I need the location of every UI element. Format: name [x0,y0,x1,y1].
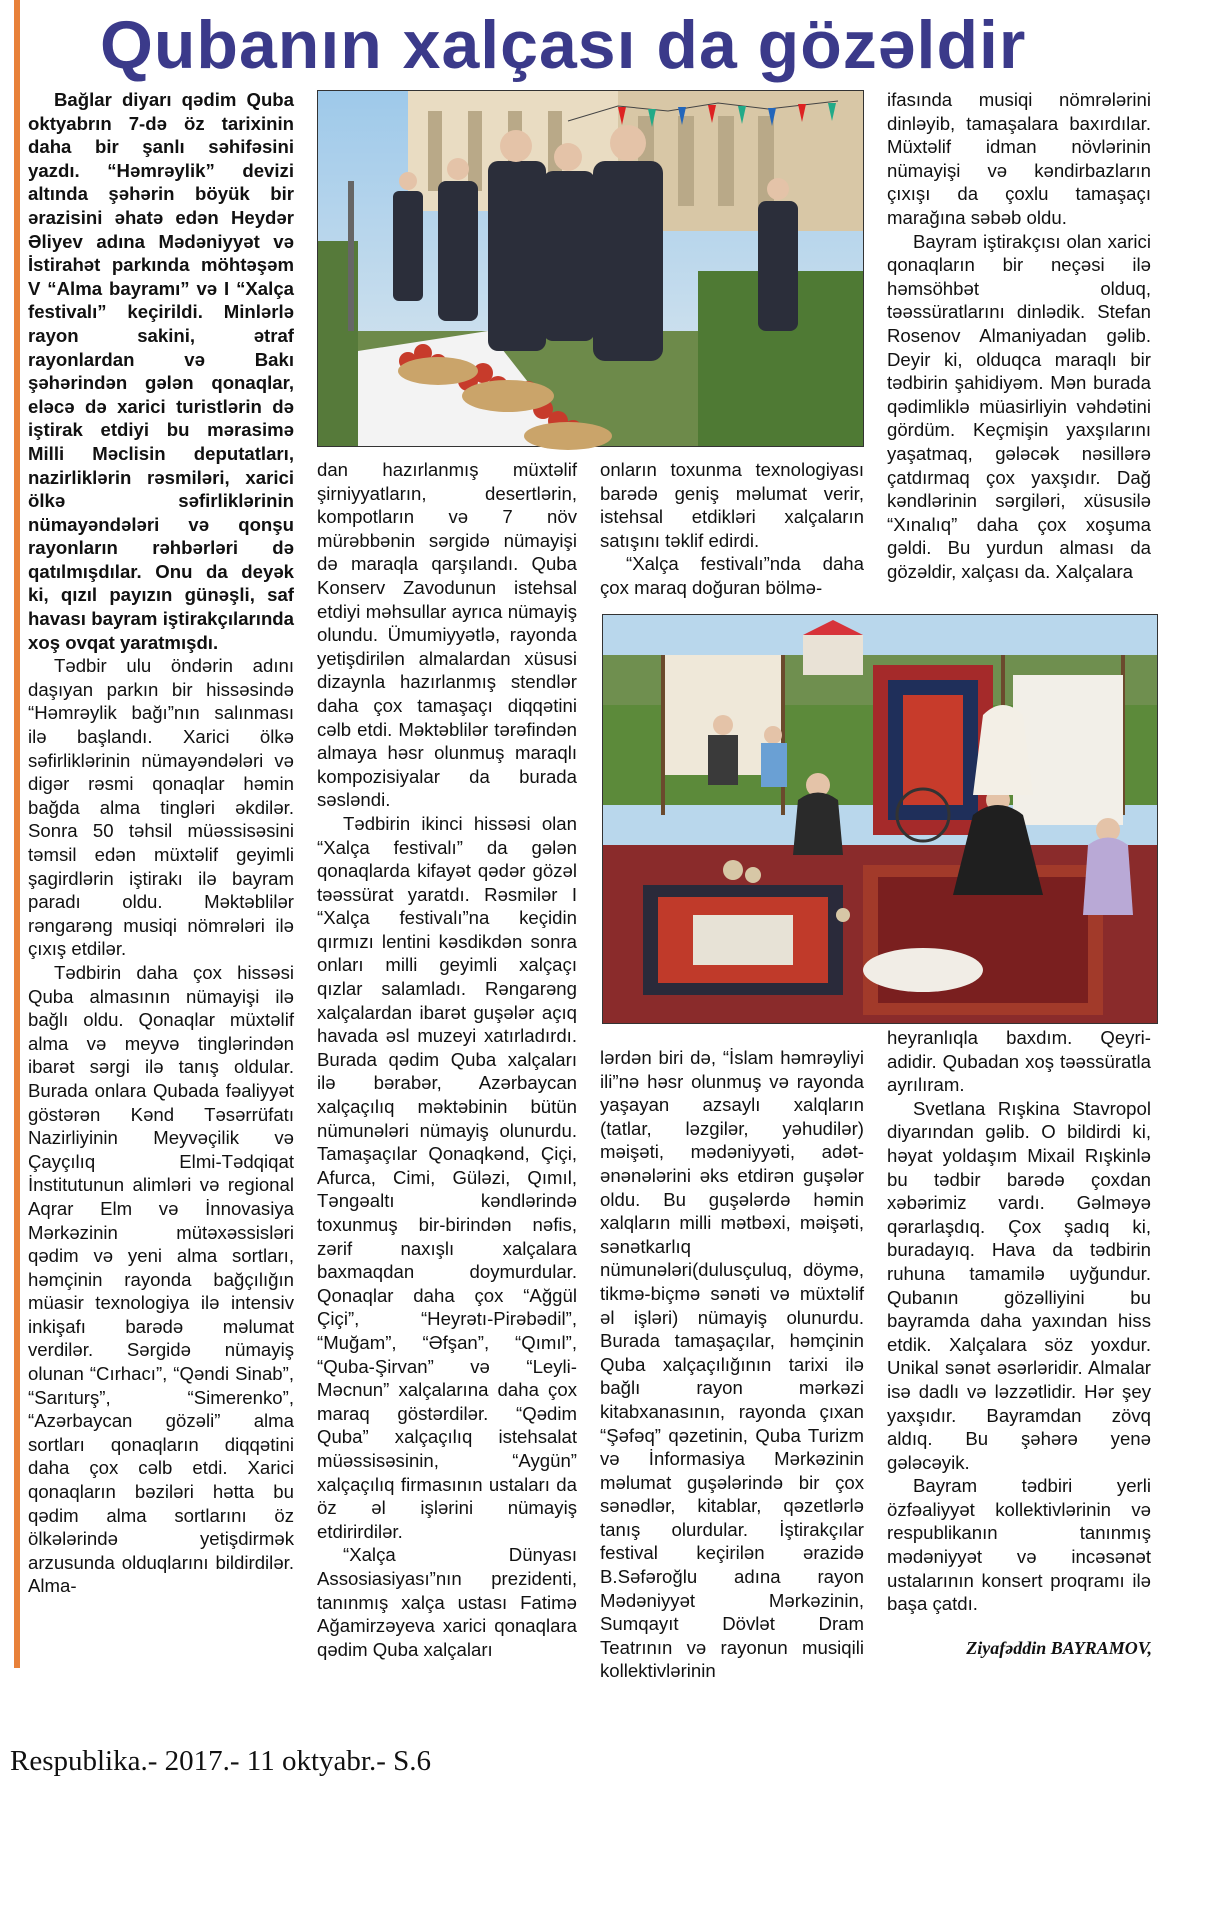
paragraph: Tədbirin daha çox hissəsi Quba almasının nümayişi ilə bağlı oldu. Qonaqlar müxtəlif alma və meyvə tinglərindən ibarət sərgi ilə tanış oldular. Burada onlara Qubada fəaliyyət göstərən Kənd Təsərrüfatı Nazirliyinin Meyvəçilik və Çayçılıq Elmi-Tədqiqat İnstitutunun alimləri və regional Aqrar Elm və İnnovasiya Mərkəzinin mütəxəssisləri qədim və yeni alma sortları, həmçinin rayonda bağçılığın müasir texnologiya ilə intensiv inkişafı barədə məlumat verdilər. Sərgidə nümayiş olunan “Cırhacı”, “Qəndi Sinab”, “Sarıturş”, “Simerenko”, “Azərbaycan gözəli” alma sortları qonaqların diqqətini daha çox cəlb etdi. Xarici qonaqların bəziləri hətta bu qədim alma sortlarını öz ölkələrində yetişdirmək arzusunda olduqlarını bildirdilər. Alma- [28,961,294,1597]
photo-carpet-festival [602,614,1158,1024]
paragraph: heyranlıqla baxdım. Qeyri-adidir. Qubadan xoş təəssüratla ayrılıram. [887,1027,1151,1096]
column-1 [28,88,294,1666]
paragraph: Tədbirin ikinci hissəsi olan “Xalça festivalı” da gələn qonaqlarda kifayət qədər gözəl təəssürat yaratdı. Rəsmilər I “Xalça festivalı”na keçidin qırmızı lentini kəsdikdən sonra onları milli geyimli xalçaçı qızlar salamladı. Rəngarəng xalçalardan ibarət guşələr açıq havada əsl muzeyi xatırladırdı. Burada qədim Quba xalçaları ilə bərabər, Azərbaycan xalçaçılıq məktəbinin bütün nümunələri nümayiş olunurdu. Tamaşaçılar Qonaqkənd, Çiçi, Afurca, Cimi, Güləzi, Qımıl, Təngəaltı kəndlərində toxunmuş bir-birindən nəfis, zərif naxışlı xalçalara baxmaqdan doymurdular. Qonaqlar daha çox “Ağgül Çiçi”, “Heyrətı-Pirəbədil”, “Muğam”, “Əfşan”, “Qımıl”, “Quba-Şirvan” və “Leyli-Məcnun” xalçalarına daha çox maraq göstərdilər. “Qədim Quba” xalçaçılıq istehsalat müəssisəsinin, “Aygün” xalçaçılıq firmasının ustaları da öz əl işlərini nümayiş etdirirdilər. [317,812,577,1542]
column-2 [317,458,577,1666]
source-citation: Respublika.- 2017.- 11 oktyabr.- S.6 [10,1745,431,1777]
column-4-bottom [887,1026,1151,1646]
paragraph: Svetlana Rışkina Stavropol diyarından gəlib. O bildirdi ki, həyat yoldaşım Mixail Rışkinlə bu tədbir barədə çoxdan xəbərimiz vardı. Gəlməyə qərarlaşdıq. Çox şadıq ki, buradayıq. Hava da tədbirin ruhuna tamamilə uyğundur. Qubanın gözəlliyini bu bayramda daha yaxından hiss etdik. Xalçalara söz yoxdur. Unikal sənət əsərləridir. Almalar isə dadlı və ləzzətlidir. Hər şey yaxşıdır. Bayramdan zövq aldıq. Bu şəhərə yenə gələcəyik. [887,1097,1151,1473]
paragraph: Bayram tədbiri yerli özfəaliyyət kollektivlərinin və respublikanın tanınmış mədəniyyət və incəsənət ustalarının konsert proqramı ilə başa çatdı. [887,1475,1151,1615]
photo-apple-exhibit [317,90,864,447]
column-4-top [887,88,1151,606]
paragraph: “Xalça Dünyası Assosiasiyası”nın prezidenti, tanınmış xalça ustası Fatimə Ağamirzəyeva xarici qonaqlara qədim Quba xalçaları [317,1544,577,1660]
author-signature: Ziyafəddin BAYRAMOV, [966,1638,1152,1658]
paragraph: lərdən biri də, “İslam həmrəyliyi ili”nə həsr olunmuş və rayonda yaşayan azsaylı xalqların (tatlar, ləzgilər, yəhudilər) məişəti, mədəniyyəti, adət-ənənələrini əks etdirən guşələr oldu. Bu guşələrdə həmin xalqların milli mətbəxi, məişəti, sənətkarlıq nümunələri(dulusçuluq, döymə, tikmə-biçmə sənəti və müxtəlif əl işləri) nümayiş olunurdu. Burada tamaşaçılar, həmçinin Quba xalçaçılığının tarixi ilə bağlı rayon mərkəzi kitabxanasının, rayonda çıxan “Şəfəq” qəzetinin, Quba Turizm və İnformasiya Mərkəzinin məlumat guşələrində bir çox sənədlər, kitablar, qəzetlərlə tanış olurdular. İştirakçılar festival keçirilən ərazidə B.Səfəroğlu adına rayon Mədəniyyət Mərkəzinin, Sumqayıt Dövlət Dram Teatrının və rayonun musiqili kollektivlərinin [600,1047,864,1682]
lead-paragraph: Bağlar diyarı qədim Quba oktyabrın 7-də öz tarixinin daha bir şanlı səhifəsini yazdı. “Həmrəylik” devizi altında şəhərin böyük bir ərazisini əhatə edən Heydər Əliyev adına Mədəniyyət və İstirahət parkında möhtəşəm V “Alma bayramı” və I “Xalça festivalı” keçirildi. Minlərlə rayon sakini, ətraf rayonlardan və Bakı şəhərindən gələn qonaqlar, eləcə də xarici turistlərin də iştirak etdiyi bu mərasimə Milli Məclisin deputatları, nazirliklərin rəsmiləri, xarici ölkə səfirliklərinin nümayəndələri və qonşu rayonların rəhbərləri də qatılmışdılar. Onu da deyək ki, qızıl payızın günəşli, saf havası bayram iştirakçılarında xoş ovqat yaratmışdı. [28,89,294,653]
paragraph: ifasında musiqi nömrələrini dinləyib, tamaşalara baxırdılar. Müxtəlif idman növlərinin nümayişi və kəndirbazların çıxışı da çoxlu tamaşaçı marağına səbəb oldu. [887,89,1151,228]
column-3-top [600,458,864,608]
headline: Qubanın xalçası da gözəldir [100,7,1027,83]
paragraph: Bayram iştirakçısı olan xarici qonaqların bir neçəsi ilə həmsöhbət olduq, təəssüratlarını dinlədik. Stefan Rosenov Almaniyadan gəlib. Deyir ki, olduqca maraqlı bir tədbirin şahidiyəm. Mən burada qədimliklə müasirliyin vəhdətini gördüm. Keçmişin yaxşılarını yaşatmaq, gələcək nəsillərə çatdırmaq çox yaxşıdır. Dağ kəndlərinin sərgiləri, xüsusilə “Xınalıq” daha çox xoşuma gəldi. Bu yurdun alması da gözəldir, xalçası da. Xalçalara [887,230,1151,582]
paragraph: “Xalça festivalı”nda daha çox maraq doğuran bölmə- [600,553,864,598]
paragraph: onların toxunma texnologiyası barədə geniş məlumat verir, istehsal etdikləri xalçaların satışını təklif edirdi. [600,459,864,551]
orange-margin-bar [14,0,20,1668]
paragraph: Tədbir ulu öndərin adını daşıyan parkın bir hissəsində “Həmrəylik bağı”nın salınması ilə başlandı. Xarici ölkə səfirliklərinin nümayəndələri və digər rəsmi qonaqlar həmin bağda alma tingləri əkdilər. Sonra 50 təhsil müəssisəsini təmsil edən müxtəlif geyimli şagirdlərin iştirakı ilə bayram paradı oldu. Məktəblilər rəngarəng musiqi nömrələri ilə çıxış etdilər. [28,655,294,960]
paragraph: dan hazırlanmış müxtəlif şirniyyatların, desertlərin, kompotların və 7 növ mürəbbənin sərgidə nümayişi də maraqla qarşılandı. Quba Konserv Zavodunun istehsal etdiyi məhsullar ayrıca nümayiş olundu. Ümumiyyətlə, rayonda yetişdirilən almalardan xüsusi dizaynla hazırlanmış stendlər daha çox tamaşaçı diqqətini cəlb etdi. Məktəblilər tərəfindən almaya həsr olunmuş maraqlı kompozisiyalar da burada səsləndi. [317,459,577,811]
column-3-bottom [600,1046,864,1682]
